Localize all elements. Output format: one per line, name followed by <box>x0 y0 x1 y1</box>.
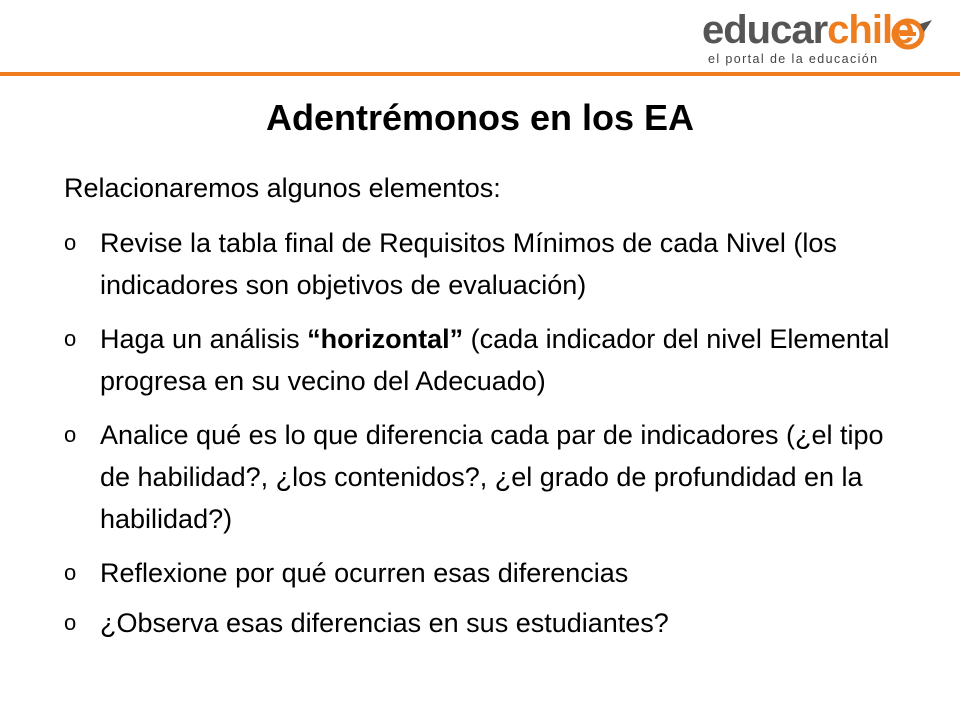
logo-part-chile: chile <box>827 8 914 52</box>
bullet-item <box>64 602 914 644</box>
bullet-text: Analice qué es lo que diferencia cada par de indicadores (¿el tipo de habilidad?, ¿los contenidos?, ¿el grado de profundidad en la habilidad?) <box>100 420 884 534</box>
bullet-marker: o <box>64 326 77 351</box>
bullet-marker: o <box>64 230 77 255</box>
logo-tagline: el portal de la educación <box>708 52 879 66</box>
logo-swoosh-icon <box>890 16 934 52</box>
slide-title: Adentrémonos en los EA <box>265 97 695 138</box>
bullet-list <box>64 222 914 656</box>
bullet-item <box>64 318 914 402</box>
bullet-marker: o <box>64 560 77 585</box>
logo-wordmark <box>702 8 913 52</box>
bullet-item <box>64 222 914 306</box>
bullet-emphasis: “horizontal” <box>307 324 464 354</box>
intro-text: Relacionaremos algunos elementos: <box>64 173 501 203</box>
bullet-text: Revise la tabla final de Requisitos Mínimos de cada Nivel (los indicadores son objetivos de evaluación) <box>100 228 837 300</box>
bullet-item <box>64 552 914 594</box>
bullet-marker: o <box>64 610 77 635</box>
bullet-text-pre: Haga un análisis <box>100 324 308 354</box>
bullet-marker: o <box>64 422 77 447</box>
educarchile-logo <box>702 6 942 74</box>
header-divider <box>0 72 960 76</box>
bullet-text: Reflexione por qué ocurren esas diferencias <box>100 558 629 588</box>
bullet-text: ¿Observa esas diferencias en sus estudiantes? <box>100 608 669 638</box>
bullet-text-post: (cada indicador del nivel Elemental progresa en su vecino del Adecuado) <box>100 324 890 396</box>
logo-part-educar: educar <box>702 8 828 52</box>
bullet-item <box>64 414 914 540</box>
